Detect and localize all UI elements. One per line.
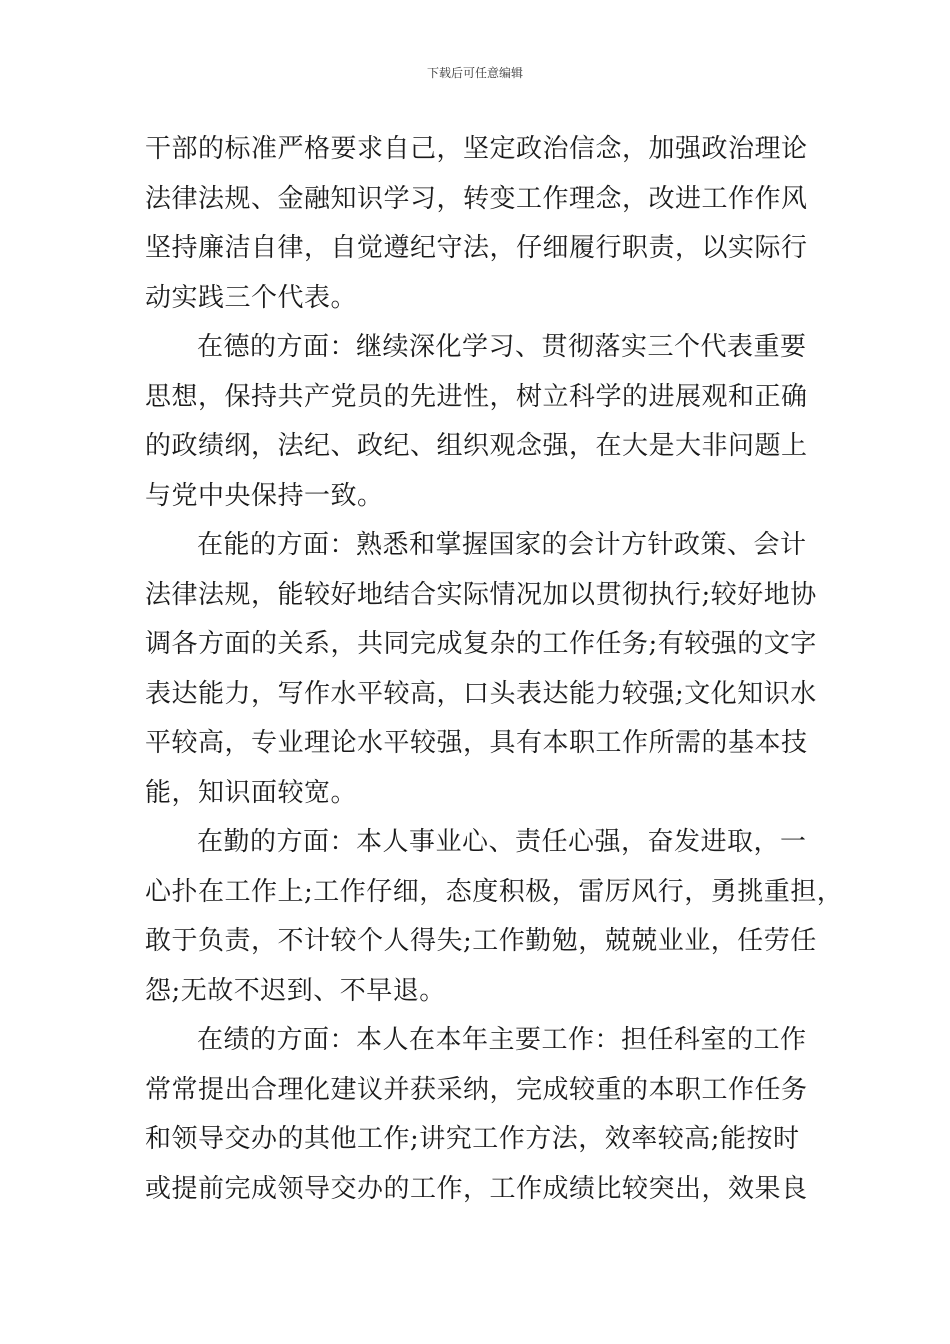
text-line: 的政绩纲，法纪、政纪、组织观念强，在大是大非问题上 [145,431,808,461]
text-line: 心扑在工作上;工作仔细，态度积极，雷厉风行，勇挑重担， [145,876,844,907]
page-header: 下载后可任意编辑 [426,66,523,80]
text-line: 常常提出合理化建议并获采纳，完成较重的本职工作任务 [145,1074,808,1105]
text-line: 平较高，专业理论水平较强，具有本职工作所需的基本技 [145,728,808,758]
text-line: 在能的方面：熟悉和掌握国家的会计方针政策、会计 [197,530,807,560]
text-line: 调各方面的关系，共同完成复杂的工作任务;有较强的文字 [145,629,817,659]
text-line: 怨;无故不迟到、不早退。 [145,975,446,1006]
text-line: 或提前完成领导交办的工作，工作成绩比较突出，效果良 [145,1173,808,1204]
text-line: 在德的方面：继续深化学习、贯彻落实三个代表重要 [197,332,807,362]
document-body [145,125,844,1214]
text-line: 法律法规，能较好地结合实际情况加以贯彻执行;较好地协 [145,579,817,610]
text-line: 坚持廉洁自律，自觉遵纪守法，仔细履行职责，以实际行 [145,233,808,263]
text-line: 在勤的方面：本人事业心、责任心强，奋发进取，一 [197,827,807,857]
text-line: 法律法规、金融知识学习，转变工作理念，改进工作作风 [145,183,808,214]
text-line: 思想，保持共产党员的先进性，树立科学的进展观和正确 [145,381,808,412]
text-line: 表达能力，写作水平较高，口头表达能力较强;文化知识水 [145,678,817,709]
text-line: 能，知识面较宽。 [145,777,358,808]
text-line: 和领导交办的其他工作;讲究工作方法，效率较高;能按时 [145,1124,800,1154]
text-line: 与党中央保持一致。 [145,480,384,511]
text-line: 敢于负责，不计较个人得失;工作勤勉，兢兢业业，任劳任 [145,926,817,956]
text-line: 干部的标准严格要求自己，坚定政治信念，加强政治理论 [145,134,808,164]
text-line: 在绩的方面：本人在本年主要工作：担任科室的工作 [197,1025,807,1055]
text-line: 动实践三个代表。 [145,282,358,313]
